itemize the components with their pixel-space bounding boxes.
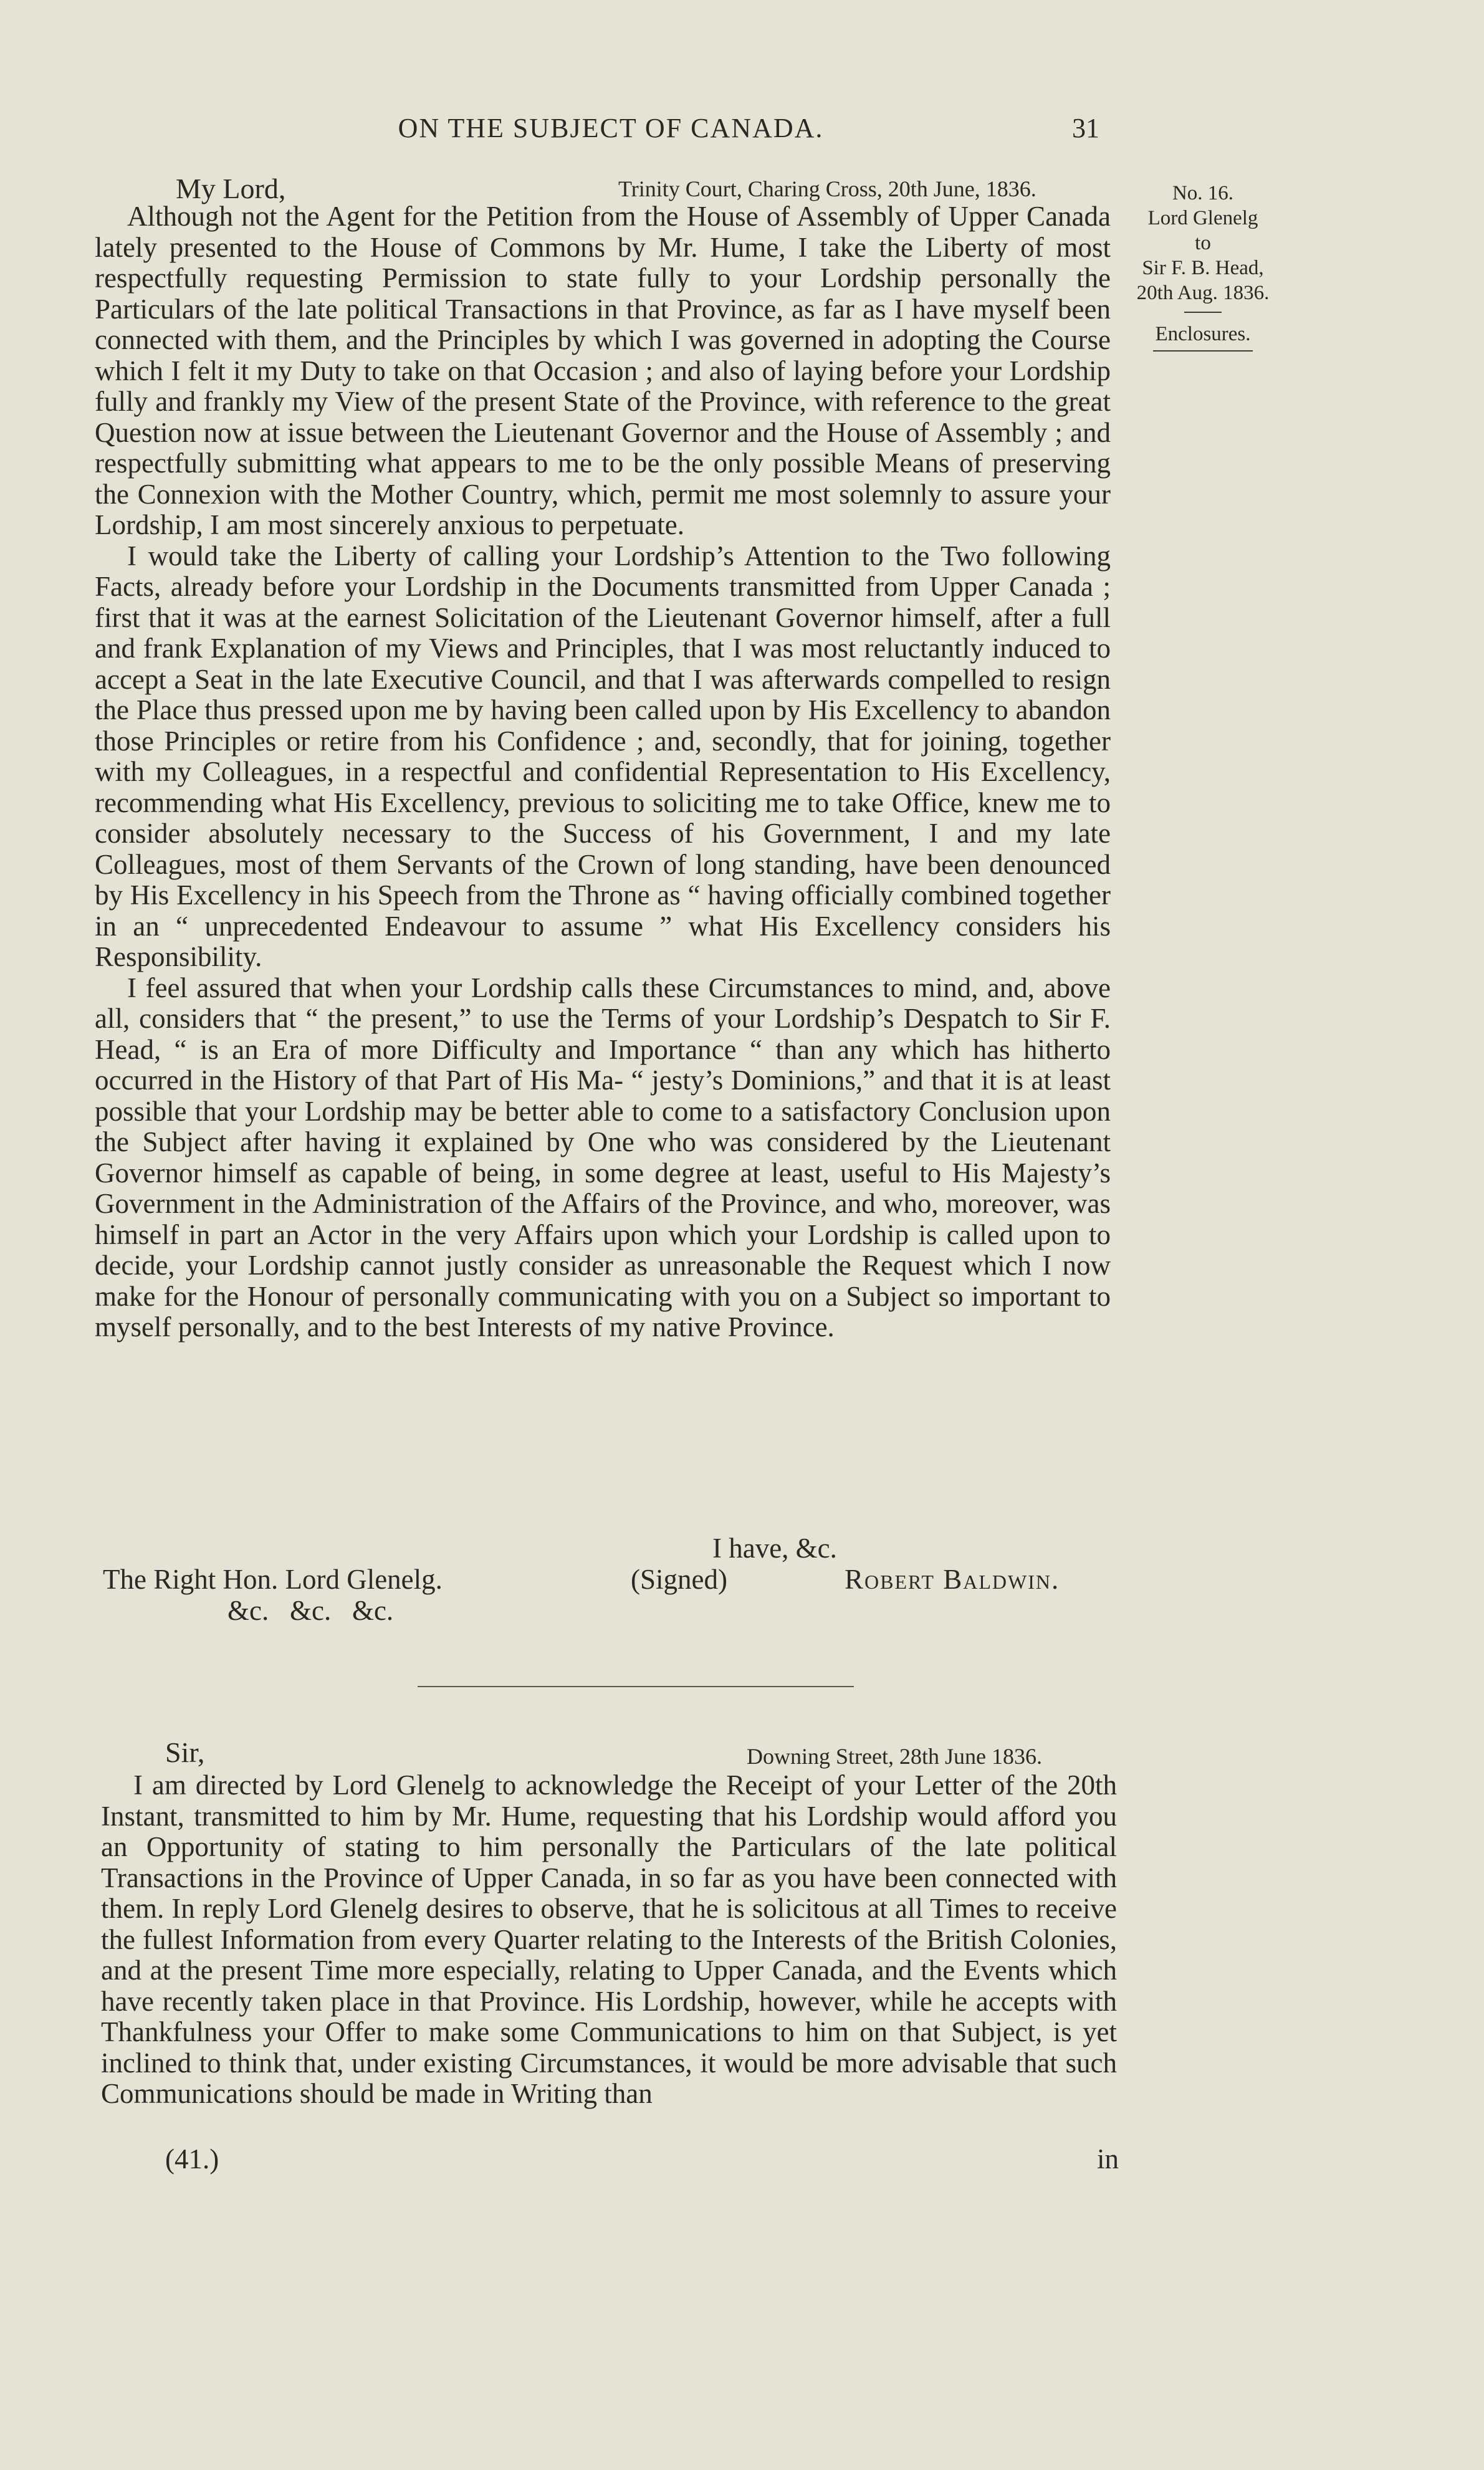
letter2-body <box>101 1770 1117 2110</box>
letter1-closing: I have, &c. <box>712 1533 837 1564</box>
signature-mark: (41.) <box>165 2143 219 2175</box>
margin-note-from: Lord Glenelg <box>1147 207 1258 229</box>
catchword: in <box>1097 2143 1119 2175</box>
margin-note-recipient: Sir F. B. Head, <box>1142 257 1264 279</box>
letter1-paragraph-1: Although not the Agent for the Petition from the House of Assembly of Upper Canada lately presented to the House of Commons by Mr. Hume, I take the Liberty of most respectfully requesting Permission to state fully to your Lordship personally the Particulars of the late political Transactions in that Province, as far as I have myself been connected with them, and the Principles by which I was governed in adopting the Course which I felt it my Duty to take on that Occasion ; and also of laying before your Lordship fully and frankly my View of the present State of the Province, with reference to the great Question now at issue between the Lieutenant Governor and the House of Assembly ; and respectfully submitting what appears to me to be the only possible Means of preserving the Connexion with the Mother Country, which, permit me most solemnly to assure your Lordship, I am most sincerely anxious to perpetuate. <box>95 201 1111 540</box>
letter2-address: Downing Street, 28th June 1836. <box>747 1744 1042 1769</box>
margin-note-number: No. 16. <box>1172 182 1234 204</box>
letter1-etc: &c. &c. &c. <box>227 1595 394 1626</box>
letter1-paragraph-2: I would take the Liberty of calling your Lordship’s Attention to the Two following Facts, already before your Lordship in the Documents transmitted from Upper Canada ; first that it was at the earnest Solicitation of the Lieutenant Governor himself, after a full and frank Explanation of my Views and Principles, that I was most reluctantly induced to accept a Seat in the late Executive Council, and that I was afterwards compelled to resign the Place thus pressed upon me by having been called upon by His Excellency to abandon those Principles or retire from his Confidence ; and, secondly, that for joining, together with my Colleagues, in a respectful and confidential Representation to His Excellency, recommending what His Excellency, previous to soliciting me to take Office, knew me to consider absolutely necessary to the Success of his Government, I and my late Colleagues, most of them Servants of the Crown of long standing, have been denounced by His Excellency in his Speech from the Throne as “ having officially combined together in an “ unprecedented Endeavour to assume ” what His Excellency considers his Responsibility. <box>95 540 1111 972</box>
letter1-salutation: My Lord, <box>176 173 286 204</box>
letter1-addressee: The Right Hon. Lord Glenelg. <box>103 1564 443 1595</box>
margin-note <box>1122 181 1284 352</box>
letter1-signature: Robert Baldwin. <box>845 1564 1060 1595</box>
running-head: ON THE SUBJECT OF CANADA. <box>398 113 824 143</box>
margin-note-to: to <box>1195 232 1211 254</box>
margin-note-date: 20th Aug. 1836. <box>1136 282 1270 304</box>
letter2-paragraph: I am directed by Lord Glenelg to acknowledge the Receipt of your Letter of the 20th Instant, transmitted to him by Mr. Hume, requesting that his Lordship would afford you an Opportunity of stating to him personally the Particulars of the late political Transactions in the Province of Upper Canada, in so far as you have been connected with them. In reply Lord Glenelg desires to observe, that he is solicitous at all Times to receive the fullest Information from every Quarter relating to the Interests of the British Colonies, and at the present Time more especially, relating to Upper Canada, and the Events which have recently taken place in that Province. His Lordship, however, while he accepts with Thankfulness your Offer to make some Communications to him on that Subject, is yet inclined to think that, under existing Circumstances, it would be more advisable that such Communications should be made in Writing than <box>101 1769 1117 2109</box>
margin-note-enclosures: Enclosures. <box>1155 323 1251 345</box>
letter1-address: Trinity Court, Charing Cross, 20th June, 1836. <box>618 176 1036 201</box>
section-divider <box>418 1686 854 1687</box>
margin-note-double-rule <box>1153 350 1253 352</box>
page-number: 31 <box>1072 113 1099 143</box>
letter1-signed: (Signed) <box>631 1564 727 1595</box>
letter1-body <box>95 201 1111 1343</box>
letter2-salutation: Sir, <box>165 1736 205 1768</box>
margin-note-rule <box>1184 312 1222 313</box>
letter1-paragraph-3: I feel assured that when your Lordship calls these Circumstances to mind, and, above all, considers that “ the present,” to use the Terms of your Lordship’s Despatch to Sir F. Head, “ is an Era of more Difficulty and Importance “ than any which has hitherto occurred in the History of that Part of His Ma- “ jesty’s Dominions,” and that it is at least possible that your Lordship may be better able to come to a satisfactory Conclusion upon the Subject after having it explained by One who was considered by the Lieutenant Governor himself as capable of being, in some degree at least, useful to His Majesty’s Government in the Administration of the Affairs of the Province, and who, moreover, was himself in part an Actor in the very Affairs upon which your Lordship is called upon to decide, your Lordship cannot justly consider as unreasonable the Request which I now make for the Honour of personally communicating with you on a Subject so important to myself personally, and to the best Interests of my native Province. <box>95 972 1111 1343</box>
